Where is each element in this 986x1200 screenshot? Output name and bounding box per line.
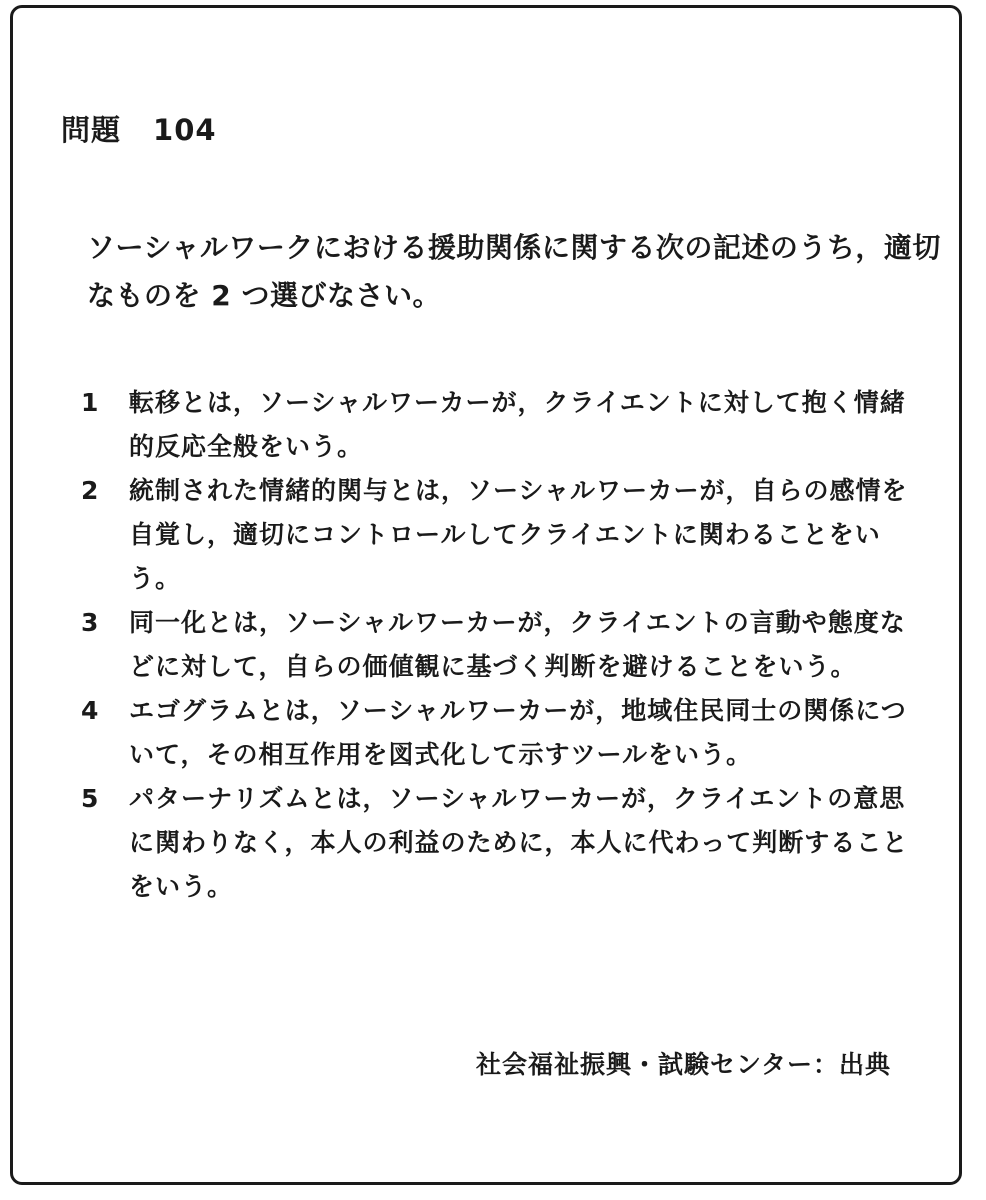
choice-number: 2 (81, 476, 100, 505)
source-credit: 社会福祉振興・試験センター：出典 (475, 1050, 891, 1079)
choice-text: エゴグラムとは，ソーシャルワーカーが，地域住民同士の関係について，その相互作用を図式化して示すツールをいう。 (129, 696, 907, 769)
choice-number: 5 (81, 784, 100, 813)
choice-item-1 (81, 381, 911, 469)
problem-title (61, 108, 217, 149)
choice-number: 3 (81, 608, 100, 637)
choice-number: 1 (81, 388, 100, 417)
choice-item-2 (81, 469, 911, 601)
choice-item-4 (81, 689, 911, 777)
choice-list (81, 381, 911, 909)
choice-text: 同一化とは，ソーシャルワーカーが，クライエントの言動や態度などに対して，自らの価値観に基づく判断を避けることをいう。 (129, 608, 906, 681)
choice-text: 統制された情緒的関与とは，ソーシャルワーカーが，自らの感情を自覚し，適切にコントロールしてクライエントに関わることをいう。 (129, 476, 908, 593)
choice-number: 4 (81, 696, 100, 725)
problem-number: 104 (153, 113, 217, 147)
choice-text: 転移とは，ソーシャルワーカーが，クライエントに対して抱く情緒的反応全般をいう。 (129, 388, 906, 461)
question-text: ソーシャルワークにおける援助関係に関する次の記述のうち，適切なものを 2 つ選びなさい。 (87, 231, 941, 312)
choice-text: パターナリズムとは，ソーシャルワーカーが，クライエントの意思に関わりなく，本人の利益のために，本人に代わって判断することをいう。 (129, 784, 909, 901)
problem-label: 問題 (61, 113, 122, 147)
choice-item-3 (81, 601, 911, 689)
question-card (10, 5, 962, 1185)
choice-item-5 (81, 777, 911, 909)
